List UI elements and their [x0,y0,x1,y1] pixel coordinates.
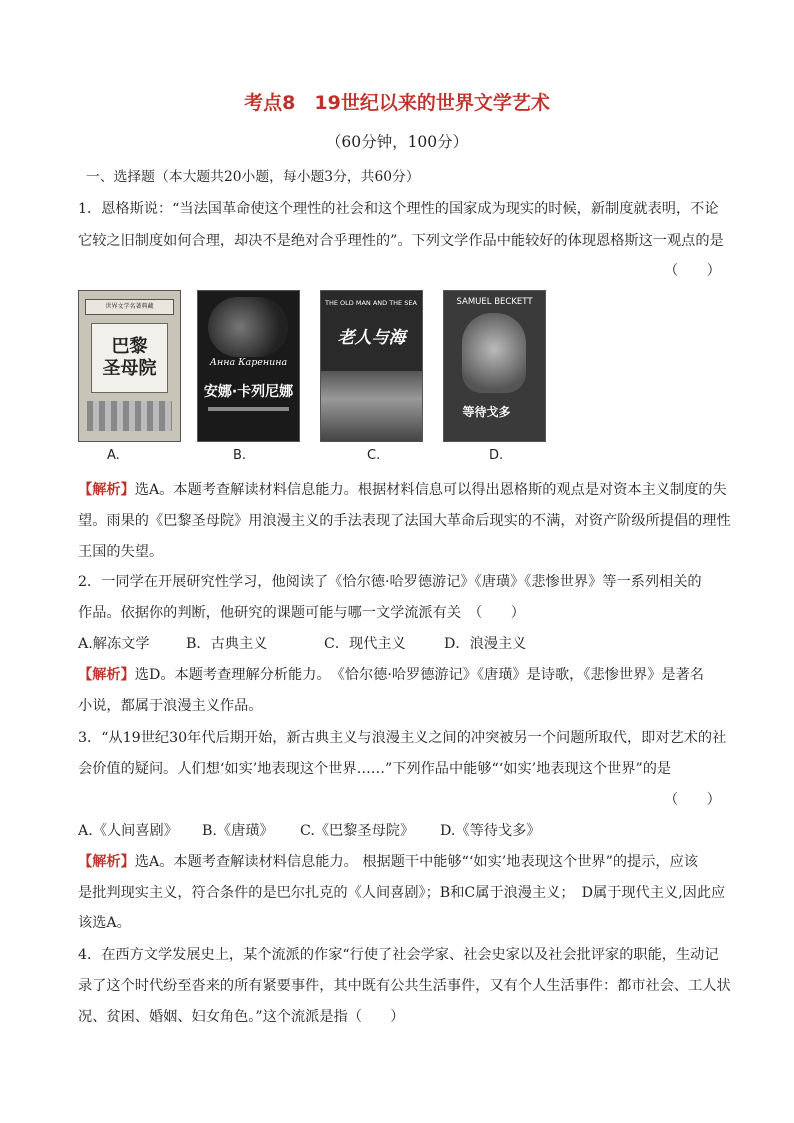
option-a: A.解冻文学 [78,636,150,652]
section-heading: 一、选择题（本大题共20小题，每小题3分，共60分） [86,169,420,185]
question-4-line-2: 录了这个时代纷至沓来的所有紧要事件，其中既有公共生活事件，又有个人生活事件：都市社会、工人状 [78,978,731,994]
page-subtitle: （60分钟，100分） [325,133,469,151]
question-1-analysis-line-3: 王国的失望。 [78,544,164,560]
cover-a-title: 巴黎 圣母院 [91,323,168,393]
question-2-options [78,633,526,655]
cover-notre-dame [78,290,181,442]
cover-old-man-and-sea [320,290,423,442]
question-1-line-1: 1．恩格斯说：“当法国革命使这个理性的社会和这个理性的国家成为现实的时候，新制度就表明，不论 [78,201,719,217]
cover-a-label: A. [107,448,120,463]
question-4-line-3: 况、贫困、婚姻、妇女角色。”这个流派是指（ ） [78,1009,405,1025]
book-covers [75,290,543,468]
cover-anna-karenina [197,290,300,442]
question-2-analysis-line-2: 小说，都属于浪漫主义作品。 [78,698,263,714]
cover-d-label: D. [489,448,504,463]
question-3-analysis-line-2: 是批判现实主义，符合条件的是巴尔扎克的《人间喜剧》；B和C属于浪漫主义； D属于现代主义,因此应 [78,885,726,901]
cover-c-english-title: THE OLD MAN AND THE SEA [325,299,417,307]
question-2-analysis-line-1 [78,664,704,686]
cover-b-label: B. [233,448,247,463]
option-c: C.《巴黎圣母院》 [300,823,415,839]
cover-b-title: 安娜·卡列尼娜 [203,384,294,400]
option-d: D.《等待戈多》 [440,823,541,839]
option-b: B.《唐璜》 [202,823,274,839]
question-3-answer-paren: （ ） [664,792,721,808]
option-d: D．浪漫主义 [444,636,527,652]
analysis-tag: 【解析】 [78,854,135,870]
analysis-text: 选A。本题考查解读材料信息能力。根据材料信息可以得出恩格斯的观点是对资本主义制度的失 [134,482,727,498]
analysis-text: 选D。本题考查理解分析能力。 《恰尔德·哈罗德游记》《唐璜》是诗歌，《悲惨世界》是著名 [134,667,704,683]
question-4-line-1: 4．在西方文学发展史上，某个流派的作家“行使了社会学家、社会史家以及社会批评家的职能，生动记 [78,947,719,963]
question-3-line-1: 3．“从19世纪30年代后期开始，新古典主义与浪漫主义之间的冲突被另一个问题所取代，即对艺术的社 [78,730,727,746]
analysis-tag: 【解析】 [78,667,135,683]
cover-b-russian-title: Анна Каренина [209,357,288,368]
cover-d-author: SAMUEL BECKETT [456,297,533,307]
question-1-analysis-line-2: 望。雨果的《巴黎圣母院》用浪漫主义的手法表现了法国大革命后现实的不满，对资产阶级所提倡的理性 [78,513,731,529]
page-title: 考点8 19世纪以来的世界文学艺术 [244,92,550,114]
option-c: C．现代主义 [324,636,406,652]
option-a: A.《人间喜剧》 [78,823,178,839]
question-3-options [78,820,541,842]
option-b: B．古典主义 [186,636,268,652]
question-1-line-2: 它较之旧制度如何合理，却决不是绝对合乎理性的”。下列文学作品中能较好的体现恩格斯这一观点的是 [78,233,724,249]
question-3-line-2: 会价值的疑问。人们想‘如实’地表现这个世界……”下列作品中能够“‘如实’地表现这个世界”的是 [78,761,672,777]
question-2-line-1: 2．一同学在开展研究性学习，他阅读了《恰尔德·哈罗德游记》《唐璜》《悲惨世界》等一系列相关的 [78,574,702,590]
analysis-text: 选A。本题考查解读材料信息能力。 根据题干中能够“‘如实’地表现这个世界”的提示，应该 [134,854,698,870]
cover-d-title: 等待戈多 [462,405,511,419]
cover-a-series-label: 世界文学名著典藏 [85,299,174,315]
question-3-analysis-line-1 [78,851,698,873]
question-3-analysis-line-3: 该选A。 [78,915,131,931]
analysis-tag: 【解析】 [78,482,135,498]
question-1-analysis-line-1 [78,479,727,501]
cover-waiting-for-godot [443,290,546,442]
cover-c-title: 老人与海 [337,328,406,348]
question-2-line-2: 作品。依据你的判断，他研究的课题可能与哪一文学流派有关 （ ） [78,605,525,621]
question-1-answer-paren: （ ） [664,263,721,279]
cover-c-label: C. [367,448,381,463]
